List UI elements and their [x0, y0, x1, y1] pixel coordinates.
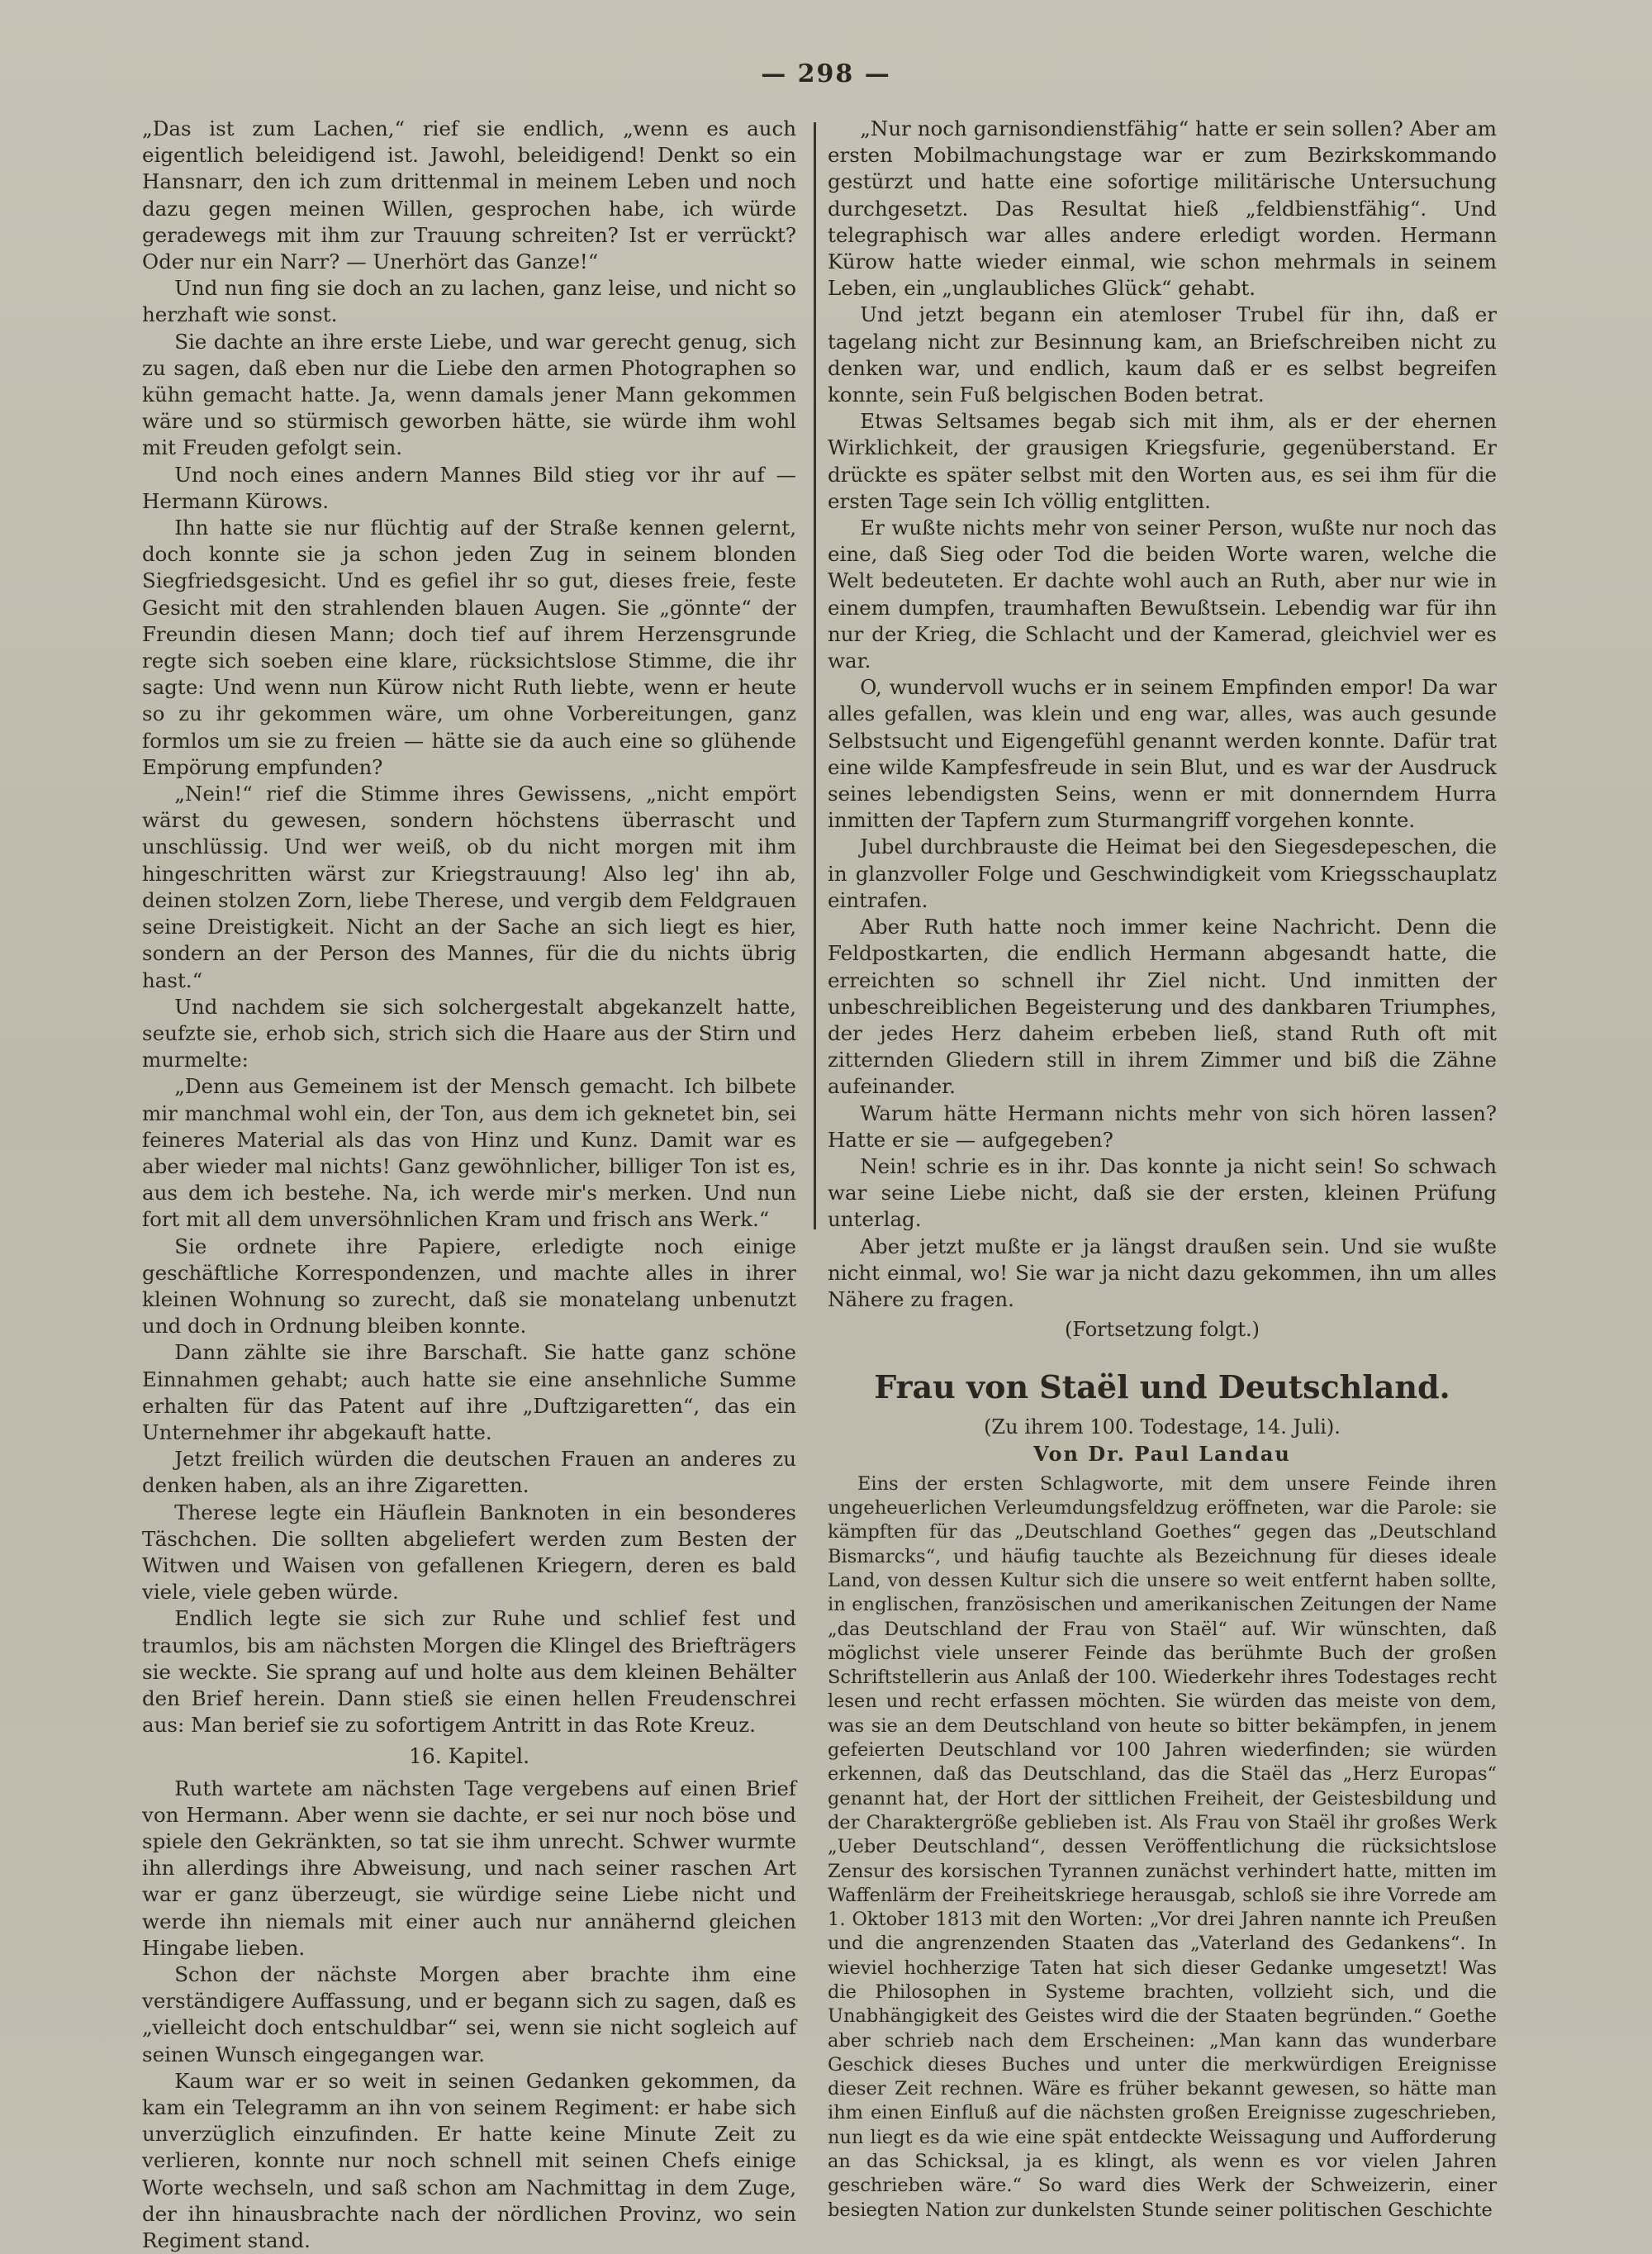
paragraph: „Das ist zum Lachen,“ rief sie endlich, „wenn es auch eigentlich beleidigend ist. Jawohl, beleidigend! Denkt so ein Hansnarr, den ich zum drittenmal in meinem Leben und noch dazu gegen meinen Willen, gesprochen habe, ich würde geradewegs mit ihm zur Trauung schreiten? Ist er verrückt? Oder nur ein Narr? — Unerhört das Ganze!“ [142, 117, 796, 274]
paragraph: Und nun fing sie doch an zu lachen, ganz leise, und nicht so herzhaft wie sonst. [142, 276, 796, 327]
paragraph: Dann zählte sie ihre Barschaft. Sie hatte ganz schöne Einnahmen gehabt; auch hatte sie eine ansehnliche Summe erhalten für das Patent auf ihre „Duftzigaretten“, das ein Unternehmer ihr abgekauft hatte. [142, 1340, 796, 1444]
paragraph: Und noch eines andern Mannes Bild stieg vor ihr auf — Hermann Kürows. [142, 462, 796, 513]
right-column [828, 116, 1497, 2221]
paragraph: Kaum war er so weit in seinen Gedanken gekommen, da kam ein Telegramm an ihn von seinem Regiment: er habe sich unverzüglich einzufinden. Er hatte keine Minute Zeit zu verlieren, konnte nur noch schnell mit seinen Chefs einige Worte wechseln, und saß schon am Nachmittag in dem Zuge, der ihn hinausbrachte nach der nördlichen Provinz, wo sein Regiment stand. [142, 2068, 796, 2253]
article-subtitle: (Zu ihrem 100. Todestage, 14. Juli). [984, 1415, 1341, 1439]
article-body [828, 1472, 1497, 2223]
paragraph: Etwas Seltsames begab sich mit ihm, als er der ehernen Wirklichkeit, der grausigen Kriegsfurie, gegenüberstand. Er drückte es später selbst mit den Worten aus, es sei ihm für die ersten Tage sein Ich völlig entglitten. [828, 409, 1497, 513]
continuation-note: (Fortsetzung folgt.) [1065, 1318, 1260, 1342]
paragraph: Schon der nächste Morgen aber brachte ihm eine verständigere Auffassung, und er begann sich zu sagen, daß es „vielleicht doch entschuldbar“ sei, wenn sie nicht sogleich auf seinen Wunsch eingegangen war. [142, 1962, 796, 2066]
page-number: — 298 — [761, 59, 891, 88]
paragraph: Nein! schrie es in ihr. Das konnte ja nicht sein! So schwach war seine Liebe nicht, daß sie der ersten, kleinen Prüfung unterlag. [828, 1153, 1497, 1232]
column-divider [814, 122, 816, 1229]
paragraph: Therese legte ein Häuflein Banknoten in ein besonderes Täschchen. Die sollten abgeliefert werden zum Besten der Witwen und Waisen von gefallenen Kriegern, deren es bald viele, viele geben würde. [142, 1500, 796, 1605]
chapter-heading: 16. Kapitel. [408, 1744, 530, 1769]
paragraph: Endlich legte sie sich zur Ruhe und schlief fest und traumlos, bis am nächsten Morgen die Klingel des Briefträgers sie weckte. Sie sprang auf und holte aus dem kleinen Behälter den Brief herein. Dann stieß sie einen hellen Freudenschrei aus: Man berief sie zu sofortigem Antritt in das Rote Kreuz. [142, 1606, 796, 1738]
paragraph: O, wundervoll wuchs er in seinem Empfinden empor! Da war alles gefallen, was klein und eng war, alles, was auch gesunde Selbstsucht und Eigengefühl genannt werden konnte. Dafür trat eine wilde Kampfesfreude in sein Blut, und es war der Ausdruck seines lebendigsten Seins, wenn er mit donnerndem Hurra inmitten der Tapfern zum Sturmangriff vorgehen konnte. [828, 675, 1497, 833]
paragraph: „Denn aus Gemeinem ist der Mensch gemacht. Ich bilbete mir manchmal wohl ein, der Ton, aus dem ich geknetet bin, sei feineres Material als das von Hinz und Kunz. Damit war es aber wieder mal nichts! Ganz gewöhnlicher, billiger Ton ist es, aus dem ich bestehe. Na, ich werde mir's merken. Und nun fort mit all dem unversöhnlichen Kram und frisch ans Werk.“ [142, 1074, 796, 1232]
paragraph: Sie dachte an ihre erste Liebe, und war gerecht genug, sich zu sagen, daß eben nur die Liebe den armen Photographen so kühn gemacht hatte. Ja, wenn damals jener Mann gekommen wäre und so stürmisch geworben hätte, sie würde ihm wohl mit Freuden gefolgt sein. [142, 329, 796, 460]
paragraph: Und jetzt begann ein atemloser Trubel für ihn, daß er tagelang nicht zur Besinnung kam, an Briefschreiben nicht zu denken war, und endlich, kaum daß er es selbst begreifen konnte, sein Fuß belgischen Boden betrat. [828, 302, 1497, 407]
paragraph: Warum hätte Hermann nichts mehr von sich hören lassen? Hatte er sie — aufgegeben? [828, 1101, 1497, 1152]
article-paragraph: Eins der ersten Schlagworte, mit dem unsere Feinde ihren ungeheuerlichen Verleumdungsfeldzug eröffneten, war die Parole: sie kämpften für das „Deutschland Goethes“ gegen das „Deutschland Bismarcks“, und häufig tauchte als Bezeichnung für dieses ideale Land, von dessen Kultur sich die unsere so weit entfernt haben sollte, in englischen, französischen und amerikanischen Zeitungen der Name „das Deutschland der Frau von Staël“ auf. Wir wünschten, daß möglichst viele unserer Feinde das berühmte Buch der großen Schriftstellerin aus Anlaß der 100. Wiederkehr ihres Todestages recht lesen und recht erfassen möchten. Sie würden das meiste von dem, was sie an dem Deutschland von heute so bitter bekämpfen, in jenem gefeierten Deutschland vor 100 Jahren wiederfinden; sie würden erkennen, daß das Deutschland, das die Staël das „Herz Europas“ genannt hat, der Hort der sittlichen Freiheit, der Geistesbildung und der Charaktergröße geblieben ist. Als Frau von Staël ihr großes Werk „Ueber Deutschland“, dessen Veröffentlichung die rücksichtslose Zensur des korsischen Tyrannen zunächst verhindert hatte, mitten im Waffenlärm der Freiheitskriege herausgab, schloß sie ihre Vorrede am 1. Oktober 1813 mit den Worten: „Vor drei Jahren nannte ich Preußen und die angrenzenden Staaten das „Vaterland des Gedankens“. In wieviel hochherzige Taten hat sich dieser Gedanke umgesetzt! Was die Philosophen in Systeme brachten, vollzieht sich, und die Unabhängigkeit des Geistes wird die der Staaten begründen.“ Goethe aber schrieb nach dem Erscheinen: „Man kann das wunderbare Geschick dieses Buches und unter die merkwürdigen Ereignisse dieser Zeit rechnen. Wäre es früher bekannt gewesen, so hätte man ihm einen Einfluß auf die nächsten großen Ereignisse zugeschrieben, nun liegt es da wie eine spät entdeckte Weissagung und Aufforderung an das Schicksal, ja es klingt, als wenn es vor vielen Jahren geschrieben wäre.“ So ward dies Werk der Schweizerin, einer besiegten Nation zur dunkelsten Stunde seiner politischen Geschichte [828, 1472, 1497, 2221]
paragraph: Aber jetzt mußte er ja längst draußen sein. Und sie wußte nicht einmal, wo! Sie war ja nicht dazu gekommen, ihn um alles Nähere zu fragen. [828, 1234, 1497, 1311]
paragraph: „Nein!“ rief die Stimme ihres Gewissens, „nicht empört wärst du gewesen, sondern höchstens überrascht und unschlüssig. Und wer weiß, ob du nicht morgen mit ihm hingeschritten wärst zur Kriegstrauung! Also leg' ihn ab, deinen stolzen Zorn, liebe Therese, und vergib dem Feldgrauen seine Dreistigkeit. Nicht an der Sache an sich liegt es hier, sondern an der Person des Mannes, für die du nichts übrig hast.“ [142, 782, 796, 992]
paragraph: Ihn hatte sie nur flüchtig auf der Straße kennen gelernt, doch konnte sie ja schon jeden Zug in seinem blonden Siegfriedsgesicht. Und es gefiel ihr so gut, dieses freie, feste Gesicht mit den strahlenden blauen Augen. Sie „gönnte“ der Freundin diesen Mann; doch tief auf ihrem Herzensgrunde regte sich soeben eine klare, rücksichtslose Stimme, die ihr sagte: Und wenn nun Kürow nicht Ruth liebte, wenn er heute so zu ihr gekommen wäre, um ohne Vorbereitungen, ganz formlos um sie zu freien — hätte sie da auch eine so glühende Empörung empfunden? [142, 516, 796, 779]
paragraph: „Nur noch garnisondienstfähig“ hatte er sein sollen? Aber am ersten Mobilmachungstage war er zum Bezirkskommando gestürzt und hatte eine sofortige militärische Untersuchung durchgesetzt. Das Resultat hieß „feldbienstfähig“. Und telegraphisch war alles andere erledigt worden. Hermann Kürow hatte wieder einmal, wie schon mehrmals in seinem Leben, ein „unglaubliches Glück“ gehabt. [828, 117, 1497, 301]
article-author: Von Dr. Paul Landau [1033, 1441, 1291, 1466]
paragraph: Und nachdem sie sich solchergestalt abgekanzelt hatte, seufzte sie, erhob sich, strich sich die Haare aus der Stirn und murmelte: [142, 994, 796, 1072]
paragraph: Jetzt freilich würden die deutschen Frauen an anderes zu denken haben, als an ihre Zigaretten. [142, 1447, 796, 1498]
left-column [142, 116, 796, 2253]
article-title: Frau von Staël und Deutschland. [874, 1368, 1450, 1406]
paragraph: Aber Ruth hatte noch immer keine Nachricht. Denn die Feldpostkarten, die endlich Hermann abgesandt hatte, die erreichten so schnell ihr Ziel nicht. Und inmitten der unbeschreiblichen Begeisterung und des dankbaren Triumphes, der jedes Herz daheim erbeben ließ, stand Ruth oft mit zitternden Gliedern still in ihrem Zimmer und biß die Zähne aufeinander. [828, 915, 1497, 1099]
paragraph: Er wußte nichts mehr von seiner Person, wußte nur noch das eine, daß Sieg oder Tod die beiden Worte waren, welche die Welt bedeuteten. Er dachte wohl auch an Ruth, aber nur wie in einem dumpfen, traumhaften Bewußtsein. Lebendig war für ihn nur der Krieg, die Schlacht und der Kamerad, gleichviel wer es war. [828, 516, 1497, 673]
paragraph: Sie ordnete ihre Papiere, erledigte noch einige geschäftliche Korrespondenzen, und machte alles in ihrer kleinen Wohnung so zurecht, daß sie monatelang unbenutzt und doch in Ordnung bleiben konnte. [142, 1234, 796, 1339]
paragraph: Ruth wartete am nächsten Tage vergebens auf einen Brief von Hermann. Aber wenn sie dachte, er sei nur noch böse und spiele den Gekränkten, so tat sie ihm unrecht. Schwer wurmte ihn allerdings ihre Abweisung, und nach seiner raschen Art war er ganz überzeugt, sie würdige seine Liebe nicht und werde ihn niemals mit einer auch nur annähernd gleichen Hingabe lieben. [142, 1776, 796, 1960]
paragraph: Jubel durchbrauste die Heimat bei den Siegesdepeschen, die in glanzvoller Folge und Geschwindigkeit vom Kriegsschauplatz eintrafen. [828, 835, 1497, 912]
